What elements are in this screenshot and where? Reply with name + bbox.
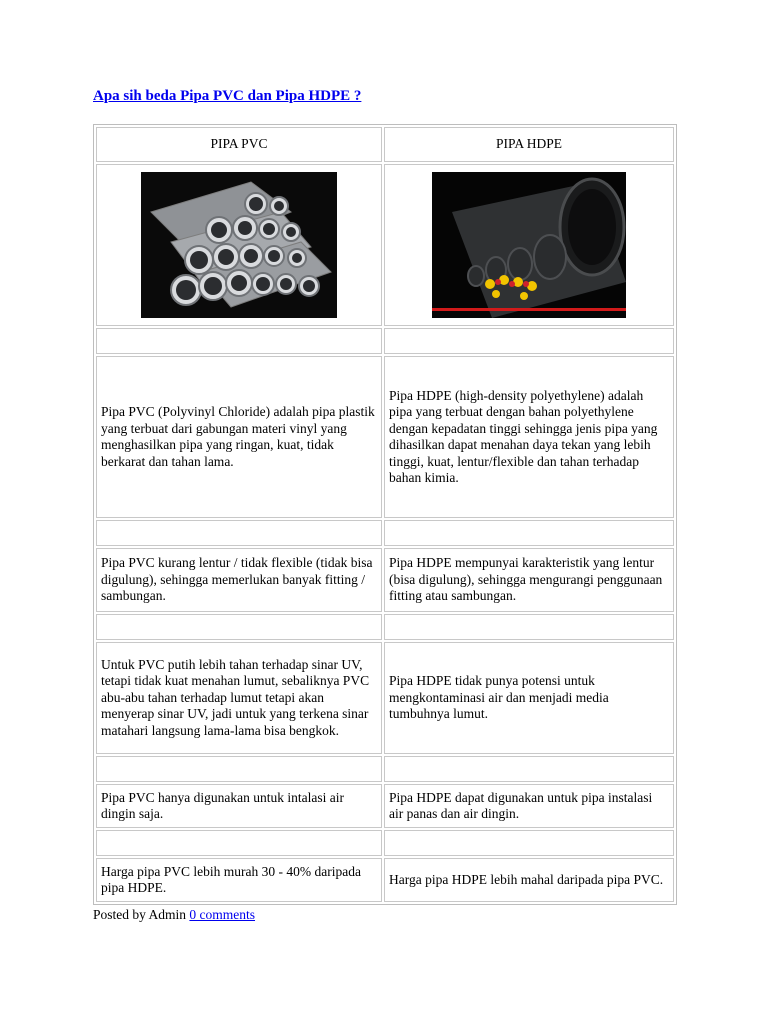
- empty-cell: [384, 830, 674, 856]
- comparison-table: [93, 124, 677, 905]
- empty-cell: [96, 830, 382, 856]
- cell-pvc-4: Pipa PVC hanya digunakan untuk intalasi air dingin saja.: [96, 784, 382, 828]
- header-hdpe: PIPA HDPE: [384, 127, 674, 162]
- cell-hdpe-4: Pipa HDPE dapat digunakan untuk pipa instalasi air panas dan air dingin.: [384, 784, 674, 828]
- empty-cell: [96, 520, 382, 546]
- empty-cell: [96, 328, 382, 354]
- cell-hdpe-2: Pipa HDPE mempunyai karakteristik yang lentur (bisa digulung), sehingga mengurangi penggunaan fitting atau sambungan.: [384, 548, 674, 612]
- cell-hdpe-1: Pipa HDPE (high-density polyethylene) adalah pipa yang terbuat dengan bahan polyethylene dengan kepadatan tinggi sehingga jenis pipa yang dihasilkan dapat menahan daya tekan yang lebih tinggi, kuat, lentur/flexible dan tahan terhadap bahan kimia.: [384, 356, 674, 518]
- empty-cell: [384, 756, 674, 782]
- cell-pvc-5: Harga pipa PVC lebih murah 30 - 40% daripada pipa HDPE.: [96, 858, 382, 902]
- page-title[interactable]: Apa sih beda Pipa PVC dan Pipa HDPE ?: [93, 88, 362, 104]
- pvc-image-cell: [96, 164, 382, 326]
- cell-hdpe-5: Harga pipa HDPE lebih mahal daripada pipa PVC.: [384, 858, 674, 902]
- empty-cell: [384, 520, 674, 546]
- cell-hdpe-3: Pipa HDPE tidak punya potensi untuk mengkontaminasi air dan menjadi media tumbuhnya lumut.: [384, 642, 674, 754]
- cell-pvc-2: Pipa PVC kurang lentur / tidak flexible (tidak bisa digulung), sehingga memerlukan banyak fitting / sambungan.: [96, 548, 382, 612]
- posted-by-text: Posted by Admin: [93, 907, 187, 922]
- pvc-pipes-photo: [141, 172, 337, 318]
- cell-pvc-3: Untuk PVC putih lebih tahan terhadap sinar UV, tetapi tidak kuat menahan lumut, sebaliknya PVC abu-abu tahan terhadap lumut tetapi akan menyerap sinar UV, jadi untuk yang terkena sinar matahari langsung lama-lama bisa bengkok.: [96, 642, 382, 754]
- post-footer: [93, 907, 255, 923]
- empty-cell: [96, 756, 382, 782]
- comments-link[interactable]: 0 comments: [189, 907, 256, 922]
- empty-cell: [96, 614, 382, 640]
- header-pvc: PIPA PVC: [96, 127, 382, 162]
- hdpe-pipes-photo: [432, 172, 626, 318]
- cell-pvc-1: Pipa PVC (Polyvinyl Chloride) adalah pipa plastik yang terbuat dari gabungan materi vinyl yang menghasilkan pipa yang ringan, kuat, tidak berkarat dan tahan lama.: [96, 356, 382, 518]
- hdpe-image-cell: [384, 164, 674, 326]
- empty-cell: [384, 614, 674, 640]
- empty-cell: [384, 328, 674, 354]
